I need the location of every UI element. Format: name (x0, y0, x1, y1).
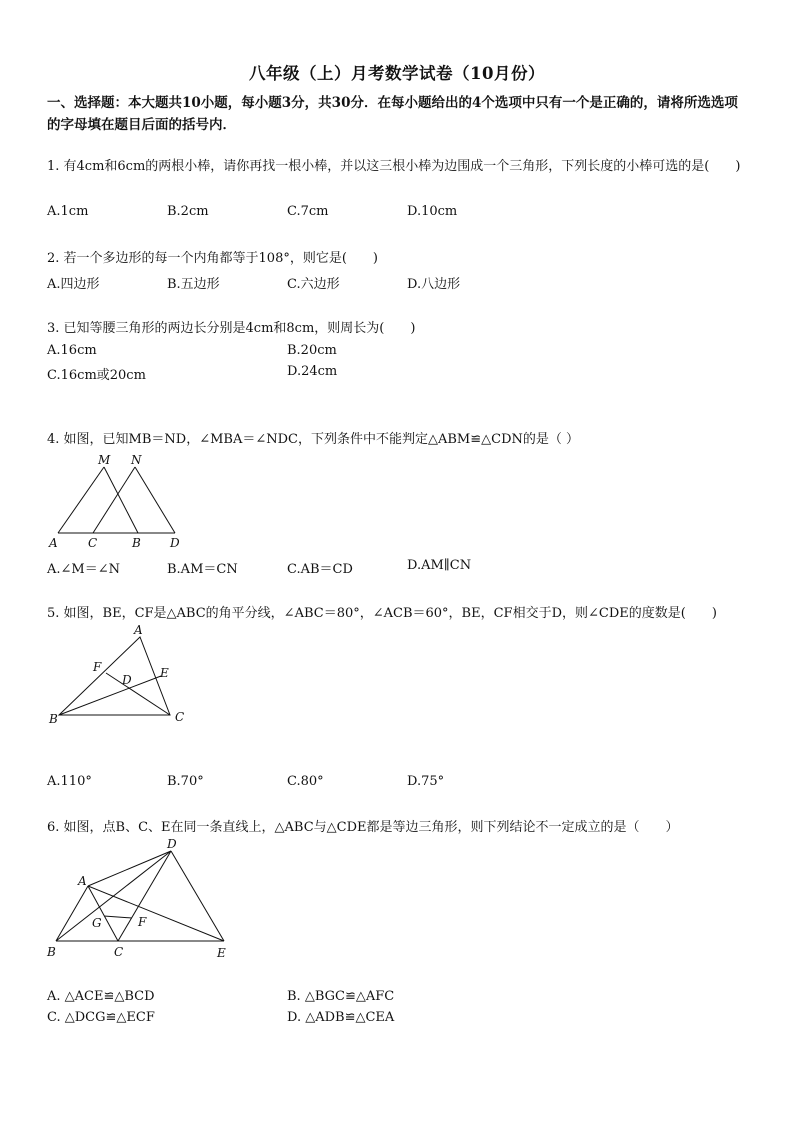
fig5-label-f: F (93, 660, 102, 674)
question-6-text: 6. 如图，点B、C、E在同一条直线上，△ABC与△CDE都是等边三角形，则下列结论不一定成立的是（ ） (47, 820, 679, 835)
question-4-option-d[interactable]: D.AM∥CN (407, 558, 472, 573)
question-1-option-d[interactable]: D.10cm (407, 204, 458, 219)
question-5-option-c[interactable]: C.80° (287, 774, 324, 789)
question-5-text: 5. 如图，BE，CF是△ABC的角平分线，∠ABC＝80°，∠ACB＝60°，BE，CF相交于D，则∠CDE的度数是( ) (47, 606, 717, 621)
question-1-text: 1. 有4cm和6cm的两根小棒，请你再找一根小棒，并以这三根小棒为边围成一个三角形，下列长度的小棒可选的是( ) (47, 159, 741, 174)
fig6-segment-gf (104, 916, 132, 918)
fig6-label-d: D (167, 837, 177, 851)
fig5-label-c: C (175, 710, 185, 724)
fig5-bisector-be (59, 676, 161, 715)
fig5-triangle-abc (59, 637, 170, 715)
fig6-segment-ab (56, 886, 88, 941)
fig5-label-d: D (122, 673, 132, 687)
section-heading: 一、选择题：本大题共10小题，每小题3分，共30分．在每小题给出的4个选项中只有一个是正确的，请将所选选项的字母填在题目后面的括号内． (47, 95, 738, 133)
question-3-option-b[interactable]: B.20cm (287, 343, 337, 358)
question-5-option-a[interactable]: A.110° (47, 774, 92, 789)
question-5-option-d[interactable]: D.75° (407, 774, 445, 789)
question-2-option-b[interactable]: B.五边形 (167, 277, 220, 292)
fig6-label-g: G (92, 916, 102, 930)
question-2-option-a[interactable]: A.四边形 (47, 277, 100, 292)
fig4-label-d: D (170, 536, 180, 550)
fig4-label-c: C (88, 536, 98, 550)
question-3-option-d[interactable]: D.24cm (287, 364, 338, 379)
fig4-label-n: N (131, 453, 142, 467)
fig6-label-a: A (78, 874, 87, 888)
page-title: 八年级（上）月考数学试卷（10月份） (249, 64, 545, 83)
fig5-label-a: A (134, 623, 143, 637)
question-1-option-c[interactable]: C.7cm (287, 204, 329, 219)
fig4-label-a: A (49, 536, 58, 550)
fig5-label-b: B (49, 712, 58, 726)
fig4-label-m: M (98, 453, 111, 467)
fig6-segment-ac (88, 886, 118, 941)
question-4-figure (44, 450, 194, 552)
question-6-option-c[interactable]: C. △DCG≌△ECF (47, 1010, 155, 1025)
fig6-label-c: C (114, 945, 124, 959)
fig6-label-e: E (217, 946, 226, 960)
fig6-label-b: B (47, 945, 56, 959)
question-2-option-d[interactable]: D.八边形 (407, 277, 461, 292)
question-1-option-b[interactable]: B.2cm (167, 204, 209, 219)
question-2-text: 2. 若一个多边形的每一个内角都等于108°，则它是( ) (47, 251, 378, 266)
question-6-option-b[interactable]: B. △BGC≌△AFC (287, 989, 395, 1004)
fig5-label-e: E (160, 666, 169, 680)
fig4-segment-am (58, 467, 104, 533)
fig4-segment-cn (93, 467, 135, 533)
question-6-option-a[interactable]: A. △ACE≌△BCD (47, 989, 155, 1004)
question-4-text: 4. 如图，已知MB＝ND，∠MBA＝∠NDC，下列条件中不能判定△ABM≌△CDN的是（ ） (47, 432, 579, 447)
question-3-text: 3. 已知等腰三角形的两边长分别是4cm和8cm，则周长为( ) (47, 321, 416, 336)
question-2-option-c[interactable]: C.六边形 (287, 277, 340, 292)
question-5-figure (44, 622, 204, 730)
question-5-option-b[interactable]: B.70° (167, 774, 204, 789)
fig6-label-f: F (138, 915, 147, 929)
question-3-option-c[interactable]: C.16cm或20cm (47, 368, 146, 383)
question-3-option-a[interactable]: A.16cm (47, 343, 97, 358)
fig4-label-b: B (132, 536, 141, 550)
question-4-option-a[interactable]: A.∠M＝∠N (47, 562, 120, 577)
question-6-figure (44, 836, 244, 964)
fig6-segment-de (171, 851, 224, 941)
fig6-segment-ae (88, 886, 224, 941)
fig4-segment-mb (104, 467, 138, 533)
question-4-option-c[interactable]: C.AB＝CD (287, 562, 353, 577)
question-1-option-a[interactable]: A.1cm (47, 204, 89, 219)
fig6-segment-ad (88, 851, 171, 886)
question-6-option-d[interactable]: D. △ADB≌△CEA (287, 1010, 395, 1025)
question-4-option-b[interactable]: B.AM＝CN (167, 562, 238, 577)
fig4-segment-nd (135, 467, 175, 533)
